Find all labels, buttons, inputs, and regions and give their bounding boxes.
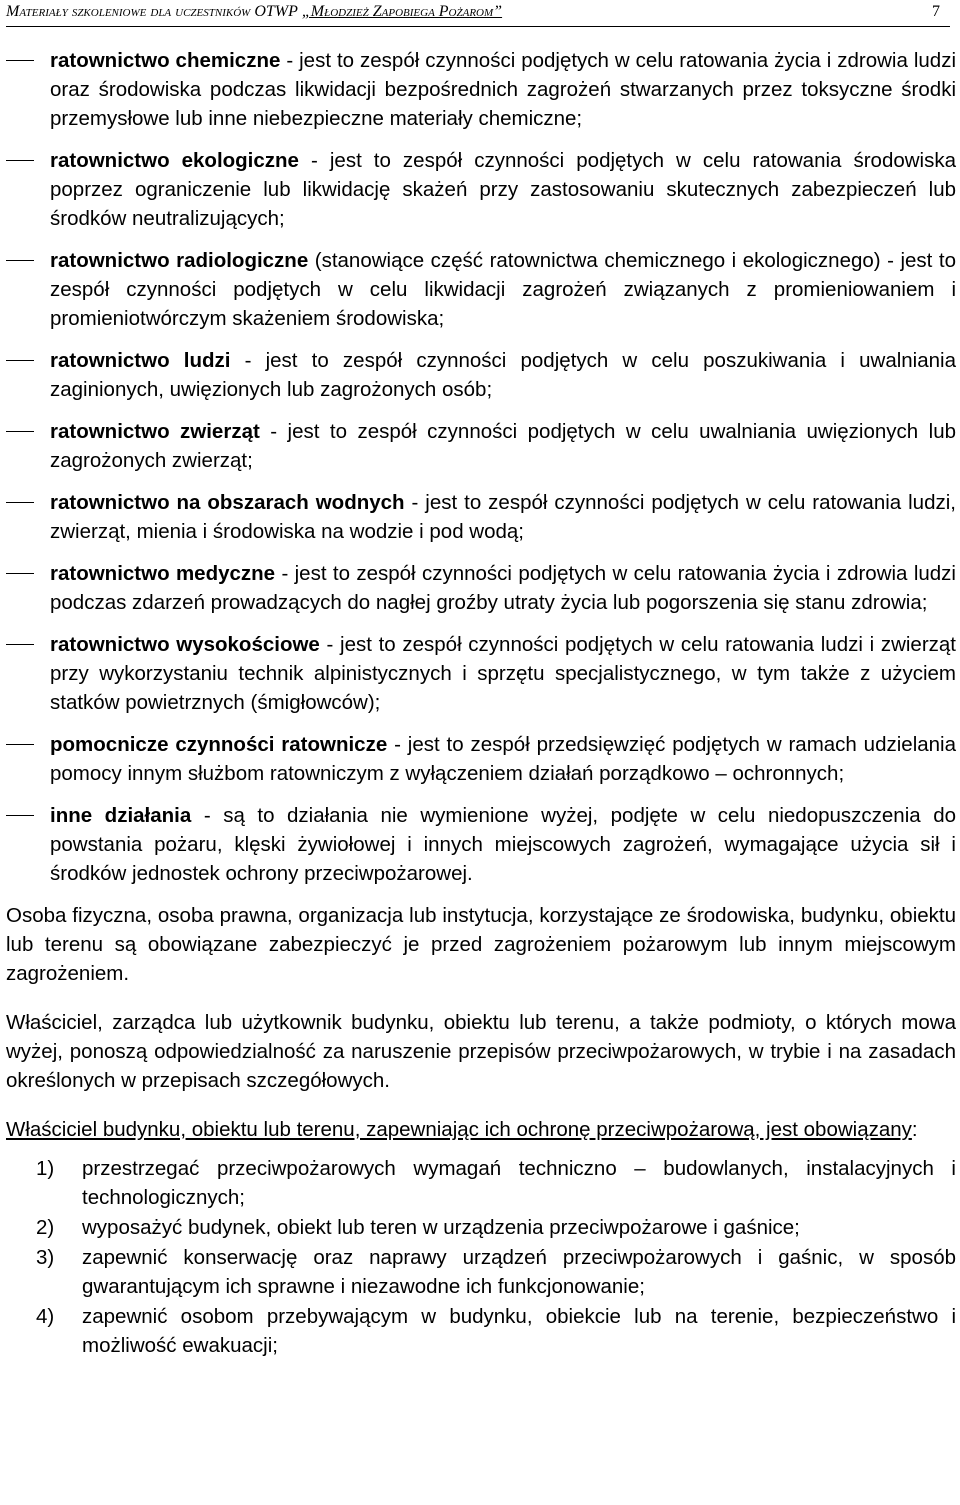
definition-text: - jest to zespół czynności podjętych w celu ratowania ludzi, zwierząt, mienia i środowiska na wodzie i pod wodą; <box>50 491 956 543</box>
definition-item <box>6 246 956 333</box>
owner-duties-colon: : <box>911 1118 918 1141</box>
dash-bullet <box>6 502 34 503</box>
definition-item <box>6 488 956 546</box>
obligation-number: 3) <box>36 1246 55 1269</box>
definition-text: - jest to zespół czynności podjętych w celu ratowania ludzi i zwierząt przy wykorzystaniu technik alpinistycznych i sprzętu specjalistycznego, w tym także z użyciem statków powietrznych (śmigłowców); <box>50 633 957 714</box>
obligation-text: wyposażyć budynek, obiekt lub teren w urządzenia przeciwpożarowe i gaśnice; <box>82 1216 800 1239</box>
dash-bullet <box>6 644 34 645</box>
page-content <box>6 46 956 1361</box>
definition-term: ratownictwo ludzi <box>50 349 231 372</box>
owner-duties-heading: Właściciel budynku, obiektu lub terenu, zapewniając ich ochronę przeciwpożarową, jest obowiązany <box>6 1118 912 1141</box>
dash-bullet <box>6 60 34 61</box>
obligations-list <box>6 1154 956 1360</box>
dash-bullet <box>6 160 34 161</box>
obligation-number: 2) <box>36 1216 55 1239</box>
dash-bullet <box>6 260 34 261</box>
definitions-list <box>6 46 956 888</box>
definition-term: ratownictwo ekologiczne <box>50 149 299 172</box>
definition-term: inne działania <box>50 804 192 827</box>
definition-item <box>6 46 956 133</box>
paragraph-obligation-to-protect: Osoba fizyczna, osoba prawna, organizacja lub instytucja, korzystające ze środowiska, budynku, obiektu lub terenu są obowiązane zabezpieczyć je przed zagrożeniem pożarowym lub innym miejscowym zagrożeniem. <box>6 904 956 985</box>
definition-text: - jest to zespół czynności podjętych w celu ratowania życia i zdrowia ludzi podczas zdarzeń prowadzących do nagłej groźby utraty życia lub pogorszenia się stanu zdrowia; <box>50 562 956 614</box>
dash-bullet <box>6 744 34 745</box>
definition-term: ratownictwo wysokościowe <box>50 633 320 656</box>
definition-item <box>6 630 956 717</box>
definition-term: ratownictwo medyczne <box>50 562 276 585</box>
obligation-text: zapewnić osobom przebywającym w budynku, obiekcie lub na terenie, bezpieczeństwo i możliwość ewakuacji; <box>82 1305 956 1357</box>
page-number: 7 <box>932 3 940 20</box>
dash-bullet <box>6 573 34 574</box>
header-title-tail: „Młodzież Zapobiega Pożarom” <box>301 3 503 20</box>
paragraph-responsibility: Właściciel, zarządca lub użytkownik budynku, obiektu lub terenu, a także podmioty, o których mowa wyżej, ponoszą odpowiedzialność za naruszenie przepisów przeciwpożarowych, w trybie i na zasadach określonych w przepisach szczegółowych. <box>6 1011 956 1092</box>
obligation-item <box>6 1154 956 1212</box>
definition-term: ratownictwo na obszarach wodnych <box>50 491 405 514</box>
obligation-item <box>6 1302 956 1360</box>
definition-text: - są to działania nie wymienione wyżej, podjęte w celu niedopuszczenia do powstania pożaru, klęski żywiołowej i innych miejscowych zagrożeń, wymagające użycia sił i środków jednostek ochrony przeciwpożarowej. <box>50 804 957 885</box>
obligation-item <box>6 1243 956 1301</box>
definition-term: ratownictwo radiologiczne <box>50 249 309 272</box>
definition-term: pomocnicze czynności ratownicze <box>50 733 388 756</box>
definition-item <box>6 146 956 233</box>
definition-text: - jest to zespół czynności podjętych w celu poszukiwania i uwalniania zaginionych, uwięzionych lub zagrożonych osób; <box>50 349 956 401</box>
definition-item <box>6 417 956 475</box>
obligation-text: przestrzegać przeciwpożarowych wymagań techniczno – budowlanych, instalacyjnych i technologicznych; <box>82 1157 956 1209</box>
definition-text: - jest to zespół czynności podjętych w celu ratowania życia i zdrowia ludzi oraz środowiska podczas likwidacji bezpośrednich zagrożeń stwarzanych przez toksyczne środki przemysłowe lub inne niebezpieczne materiały chemiczne; <box>50 49 957 130</box>
definition-item <box>6 559 956 617</box>
definition-text: - jest to zespół przedsięwzięć podjętych w ramach udzielania pomocy innym służbom ratowniczym z wyłączeniem działań porządkowo – ochronnych; <box>50 733 957 785</box>
header-title-prefix: Materiały szkoleniowe dla uczestników OTWP <box>6 3 298 20</box>
obligation-text: zapewnić konserwację oraz naprawy urządzeń przeciwpożarowych i gaśnic, w sposób gwarantującym ich sprawne i niezawodne ich funkcjonowanie; <box>82 1246 956 1298</box>
definition-item <box>6 730 956 788</box>
definition-item <box>6 346 956 404</box>
dash-bullet <box>6 360 34 361</box>
definition-text: - jest to zespół czynności podjętych w celu uwalniania uwięzionych lub zagrożonych zwierząt; <box>50 420 956 472</box>
definition-text: - jest to zespół czynności podjętych w celu ratowania środowiska poprzez ograniczenie lub likwidację skażeń przy zastosowaniu skutecznych zabezpieczeń lub środków neutralizujących; <box>50 149 957 230</box>
obligation-item <box>6 1213 956 1242</box>
definition-term: ratownictwo chemiczne <box>50 49 281 72</box>
obligation-number: 4) <box>36 1305 55 1328</box>
obligation-number: 1) <box>36 1157 55 1180</box>
dash-bullet <box>6 815 34 816</box>
definition-term: ratownictwo zwierząt <box>50 420 260 443</box>
definition-item <box>6 801 956 888</box>
page-header <box>6 2 950 27</box>
definition-text: (stanowiące część ratownictwa chemicznego i ekologicznego) - jest to zespół czynności podjętych w celu likwidacji zagrożeń związanych z promieniowaniem i promieniotwórczym skażeniem środowiska; <box>50 249 956 330</box>
dash-bullet <box>6 431 34 432</box>
paragraph-owner-duties <box>6 1115 956 1144</box>
